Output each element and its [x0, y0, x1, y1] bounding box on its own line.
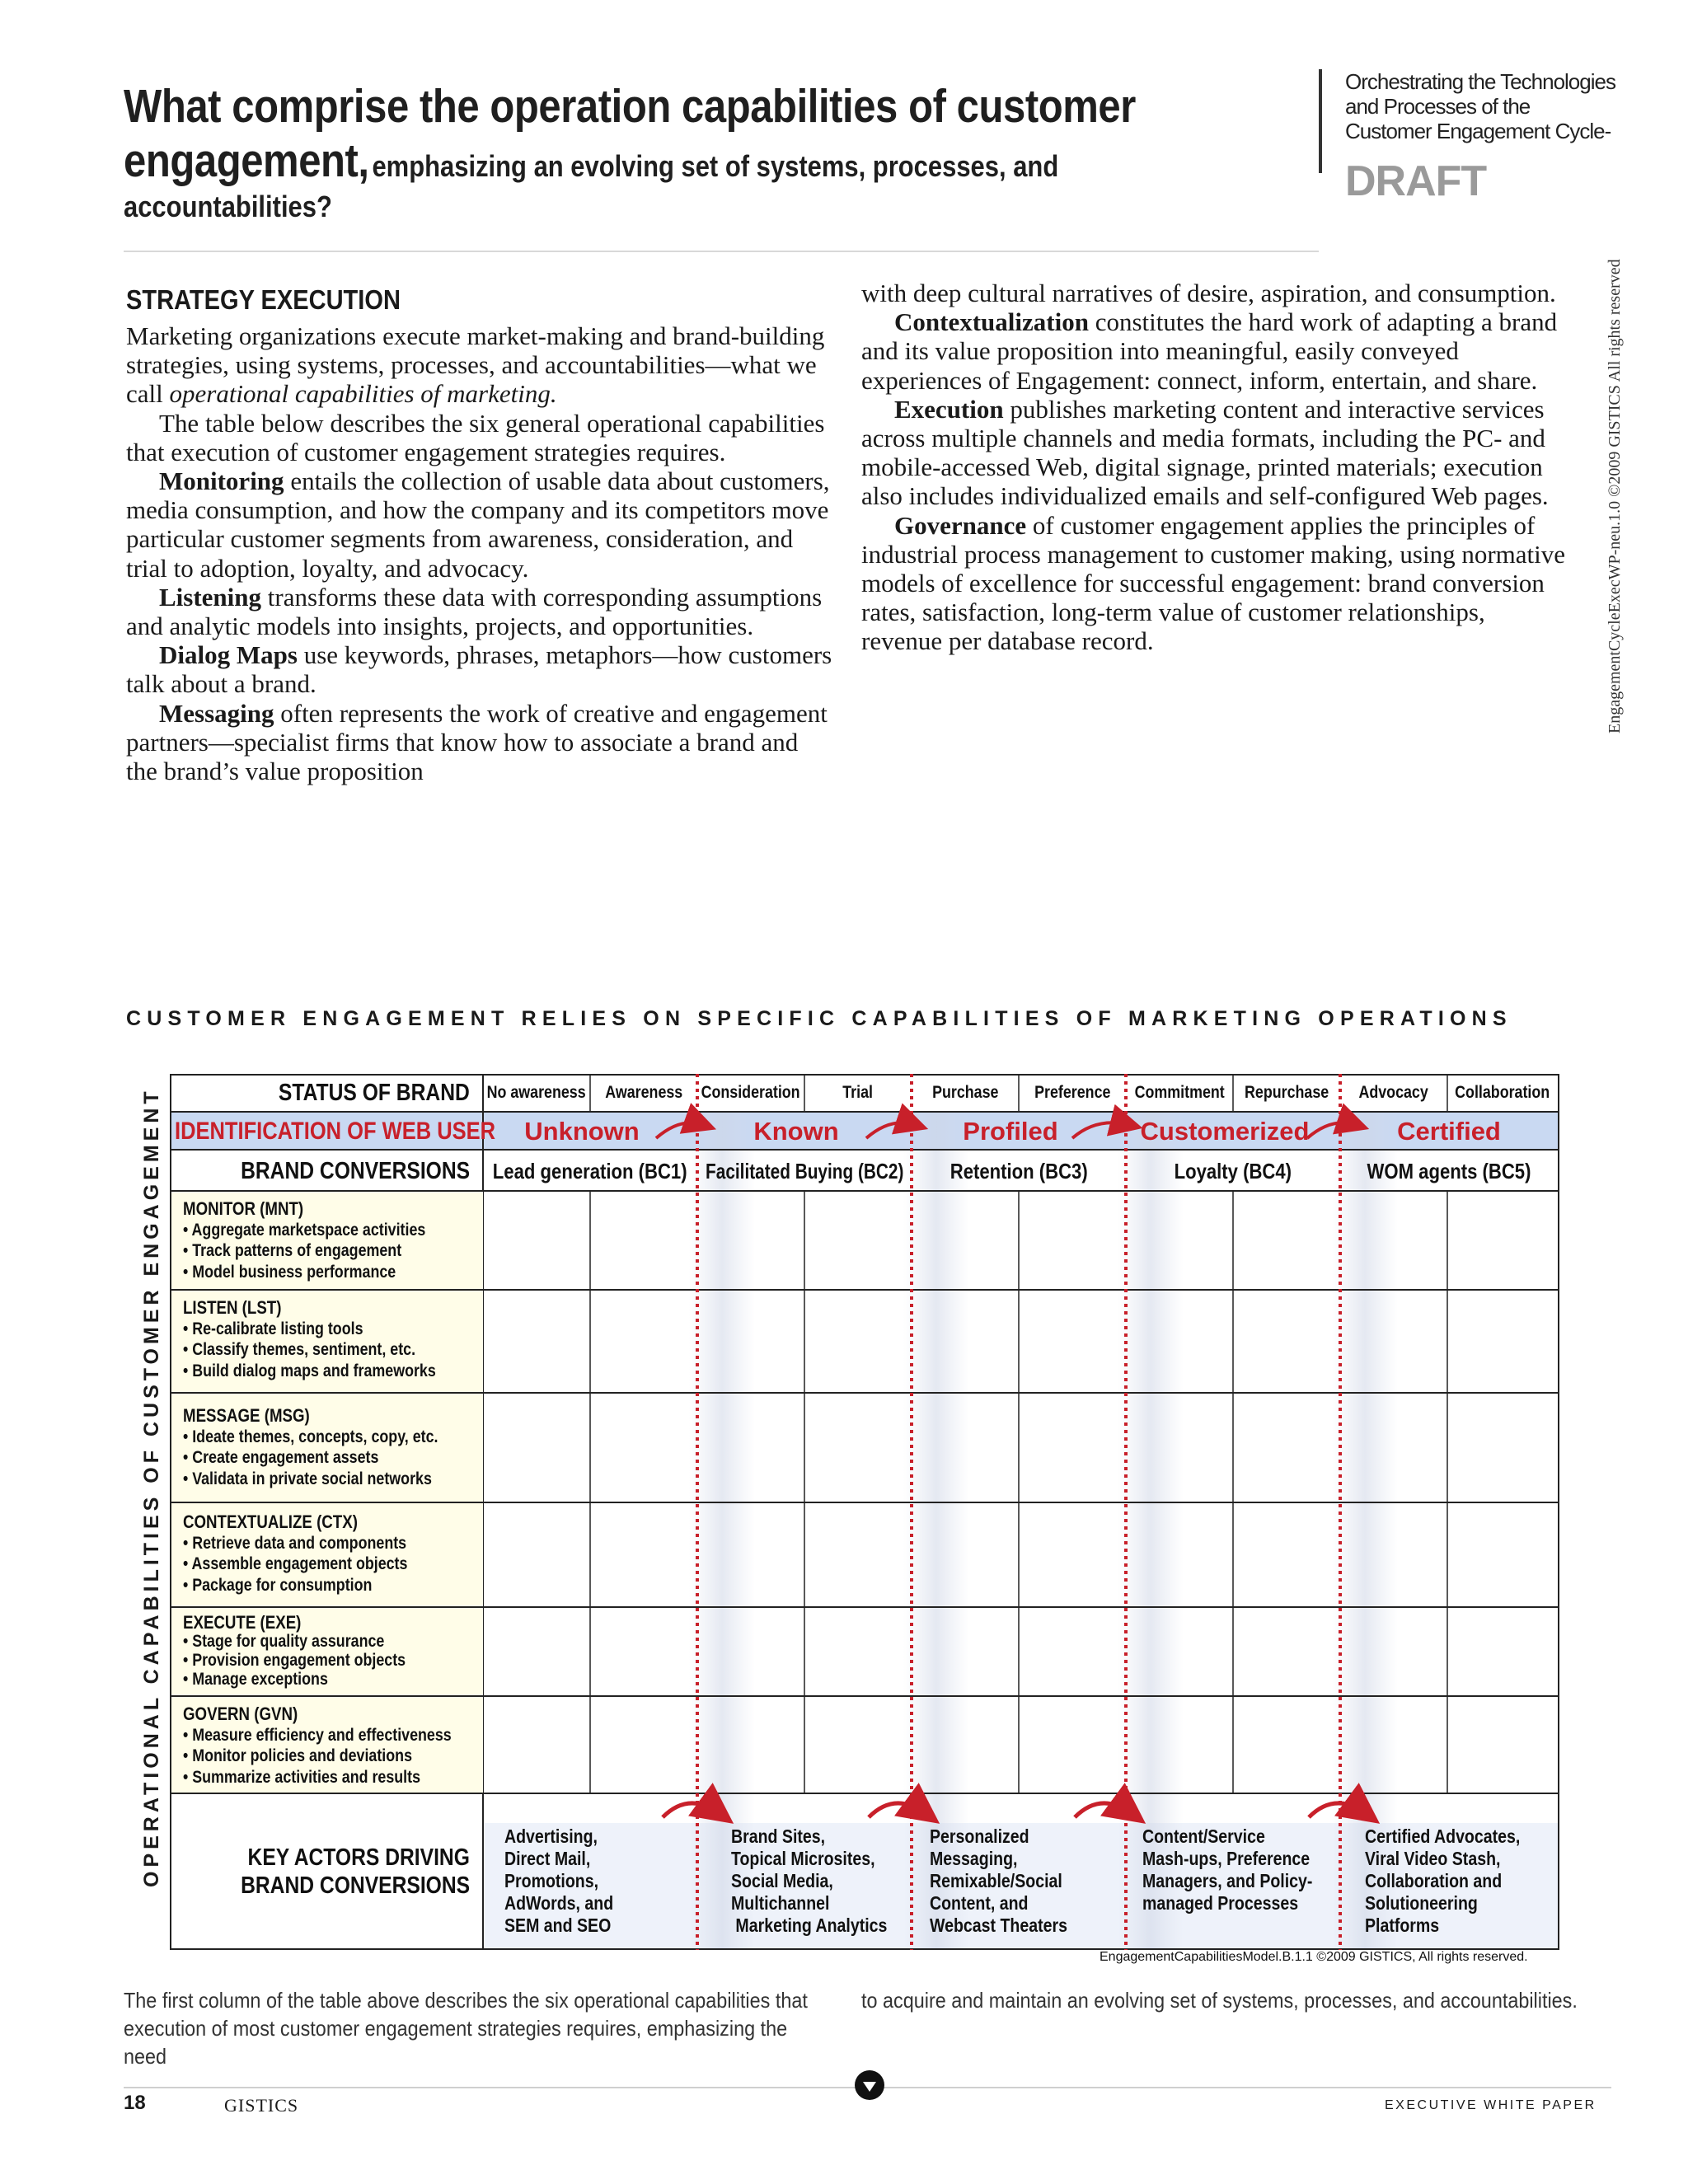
tagline-line-3: Customer Engagement Cycle- — [1345, 119, 1611, 143]
brand-conversion: WOM agents (BC5) — [1367, 1158, 1531, 1183]
figure-caption: CUSTOMER ENGAGEMENT RELIES ON SPECIFIC CAPABILITIES OF MARKETING OPERATIONS — [126, 1007, 1512, 1030]
title-divider — [124, 251, 1319, 252]
web-user-state: Customerized — [1140, 1117, 1310, 1146]
brand-conversion: Facilitated Buying (BC2) — [705, 1158, 904, 1183]
brand-conversion: Loyalty (BC4) — [1174, 1158, 1292, 1183]
key-actors-bc2: Brand Sites, Topical Microsites, Social Media, Multichannel Marketing Analytics — [731, 1825, 888, 1936]
body-column-right — [861, 279, 1566, 656]
key-actors-bc4: Content/Service Mash-ups, Preference Managers, and Policy- managed Processes — [1142, 1825, 1313, 1914]
stage-header: Repurchase — [1244, 1083, 1329, 1102]
paragraph: Governance of customer engagement applies the principles of industrial process management to customer making, using normative models of excellence for successful engagement: brand conversion rates, satisfaction, long-term value of customer relationships, revenue per database record. — [861, 510, 1566, 656]
key-actors-bc5: Certified Advocates, Viral Video Stash, Collaboration and Solutioneering Platforms — [1365, 1825, 1521, 1936]
key-actors-bc1: Advertising, Direct Mail, Promotions, AdWords, and SEM and SEO — [504, 1825, 614, 1936]
tagline-block — [1319, 69, 1688, 205]
stage-header: Advocacy — [1358, 1083, 1429, 1102]
stage-header: Trial — [842, 1083, 874, 1102]
figure-vertical-label: OPERATIONAL CAPABILITIES OF CUSTOMER ENGAGEMENT — [140, 1087, 163, 1887]
stage-header: Consideration — [701, 1083, 801, 1102]
title-line-2-bold: engagement, — [124, 134, 369, 187]
capability-listen: LISTEN (LST) • Re-calibrate listing tools • Classify themes, sentiment, etc. • Build dialog maps and frameworks — [171, 1291, 483, 1392]
paragraph: with deep cultural narratives of desire, aspiration, and consumption. — [861, 279, 1556, 307]
side-copyright: EngagementCycleExecWP-neu.1.0 ©2009 GISTICS All rights reserved — [1606, 259, 1624, 733]
paragraph: Dialog Maps use keywords, phrases, metaphors—how customers talk about a brand. — [126, 640, 832, 699]
tagline-line-1: Orchestrating the Technologies — [1345, 69, 1615, 94]
bottom-caption-right: to acquire and maintain an evolving set of systems, processes, and accountabilities. — [861, 1988, 1578, 2013]
paragraph: Execution publishes marketing content and interactive services across multiple channels and media formats, including the PC- and mobile-accessed Web, digital signage, printed materials; execution also includes individualized emails and self-configured Web pages. — [861, 394, 1549, 511]
body-column-left — [126, 321, 835, 785]
brand-conversion: Lead generation (BC1) — [493, 1158, 687, 1183]
capability-execute: EXECUTE (EXE) • Stage for quality assurance • Provision engagement objects • Manage exceptions — [171, 1608, 483, 1695]
web-user-state: Known — [753, 1117, 839, 1146]
bottom-caption-left: The first column of the table above describes the six operational capabilities that execution of most customer engagement strategies requires, emphasizing the need — [124, 1988, 808, 2069]
capabilities-table — [170, 1074, 1559, 1950]
figure-credit: EngagementCapabilitiesModel.B.1.1 ©2009 GISTICS, All rights reserved. — [1100, 1950, 1528, 1964]
web-user-state: Unknown — [524, 1117, 640, 1146]
section-heading: STRATEGY EXECUTION — [126, 284, 401, 315]
title-line-3: accountabilities? — [124, 190, 332, 223]
footer-doc-type: EXECUTIVE WHITE PAPER — [1385, 2098, 1597, 2112]
status-of-brand-label: STATUS OF BRAND — [279, 1079, 470, 1106]
key-actors-label: KEY ACTORS DRIVING BRAND CONVERSIONS — [240, 1844, 470, 1899]
page-title — [124, 79, 1301, 226]
brand-conversions-label: BRAND CONVERSIONS — [240, 1157, 470, 1184]
paragraph: Marketing organizations execute market-making and brand-building strategies, using systems, processes, and accountabilities—what we call operational capabilities of marketing. — [126, 321, 825, 409]
paragraph: Messaging often represents the work of creative and engagement partners—specialist firms that know how to associate a brand and the brand’s value proposition — [126, 698, 828, 786]
stage-header: Awareness — [605, 1083, 682, 1102]
web-user-state: Profiled — [963, 1117, 1058, 1146]
capability-monitor: MONITOR (MNT) • Aggregate marketspace activities • Track patterns of engagement • Model business performance — [171, 1192, 483, 1289]
capability-govern: GOVERN (GVN) • Measure efficiency and effectiveness • Monitor policies and deviations • Summarize activities and results — [171, 1697, 483, 1793]
capability-message: MESSAGE (MSG) • Ideate themes, concepts, copy, etc. • Create engagement assets • Validata in private social networks — [171, 1394, 483, 1502]
web-user-state: Certified — [1397, 1117, 1501, 1146]
stage-header: Commitment — [1134, 1083, 1225, 1102]
footer-emblem-icon — [853, 2069, 886, 2102]
stage-header: Purchase — [931, 1083, 999, 1102]
stage-header: Collaboration — [1455, 1083, 1550, 1102]
tagline-line-2: and Processes of the — [1345, 94, 1531, 119]
title-line-2-sub: emphasizing an evolving set of systems, processes, and — [372, 149, 1059, 183]
paragraph: Listening transforms these data with corresponding assumptions and analytic models into insights, projects, and opportunities. — [126, 582, 823, 641]
paragraph: The table below describes the six general operational capabilities that execution of customer engagement strategies requires. — [126, 408, 825, 466]
stage-header: No awareness — [486, 1083, 587, 1102]
capability-contextualize: CONTEXTUALIZE (CTX) • Retrieve data and components • Assemble engagement objects • Package for consumption — [171, 1503, 483, 1606]
key-actors-bc3: Personalized Messaging, Remixable/Social Content, and Webcast Theaters — [930, 1825, 1067, 1936]
brand-conversion: Retention (BC3) — [950, 1158, 1088, 1183]
paragraph: Monitoring entails the collection of usable data about customers, media consumption, and how the company and its competitors move particular customer segments from awareness, consideration, and trial to adoption, loyalty, and advocacy. — [126, 466, 830, 583]
draft-label: DRAFT — [1345, 157, 1487, 205]
page-number: 18 — [124, 2092, 146, 2114]
web-user-label: IDENTIFICATION OF WEB USER — [175, 1118, 496, 1145]
paragraph: Contextualization constitutes the hard work of adapting a brand and its value proposition into meaningful, easily conveyed experiences of Engagement: connect, inform, entertain, and share. — [861, 307, 1558, 395]
footer-brand: GISTICS — [224, 2095, 299, 2116]
title-line-1: What comprise the operation capabilities of customer — [124, 80, 1136, 133]
stage-header: Preference — [1034, 1083, 1111, 1102]
